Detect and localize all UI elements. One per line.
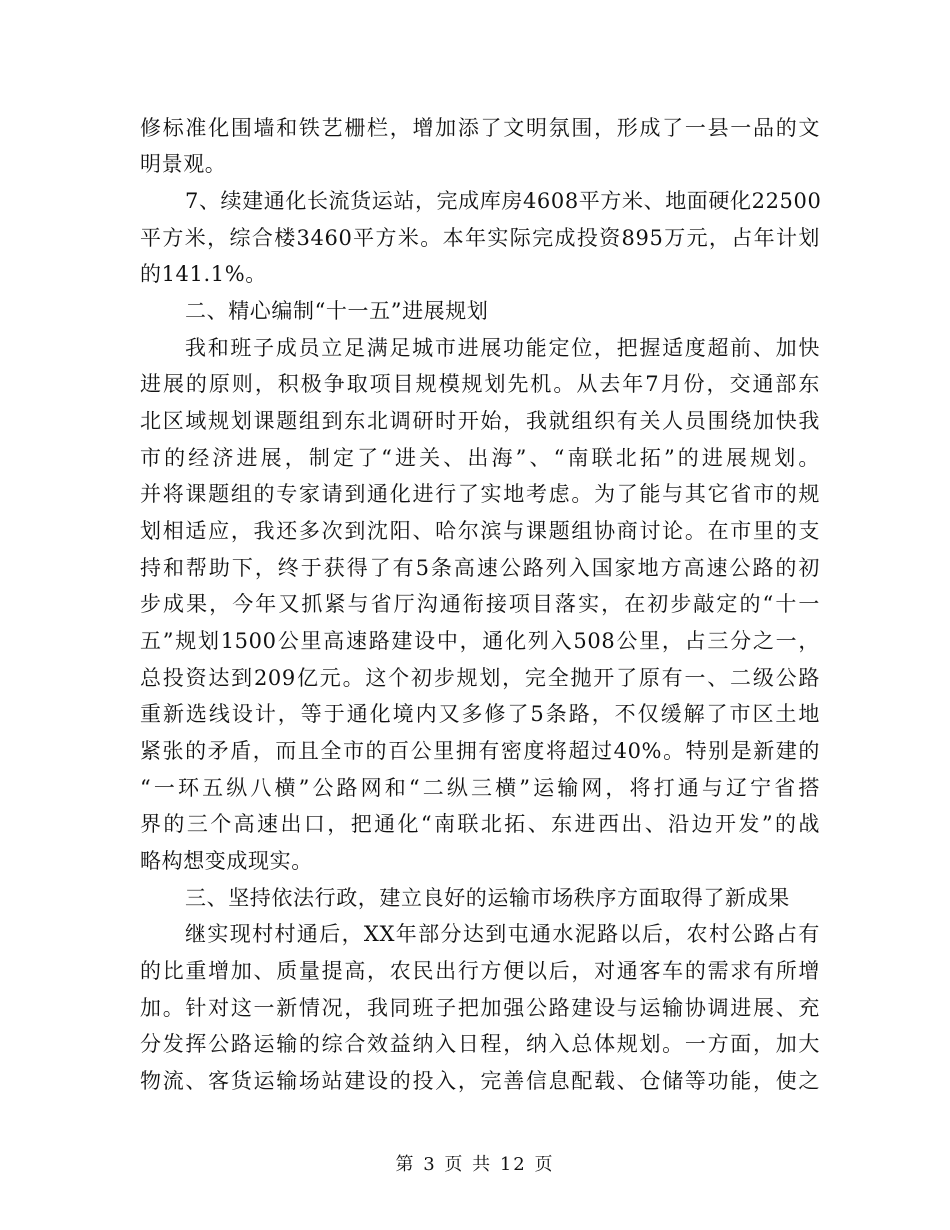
body-text-line: 重新选线设计，等于通化境内又多修了5条路，不仅缓解了市区土地 (140, 702, 820, 726)
body-text-line: 加。针对这一新情况，我同班子把加强公路建设与运输协调进展、充 (140, 996, 820, 1020)
page-footer: 第 3 页 共 12 页 (395, 1154, 555, 1175)
body-text-line: 物流、客货运输场站建设的投入，完善信息配载、仓储等功能，使之 (140, 1069, 820, 1093)
body-text-line: 分发挥公路运输的综合效益纳入日程，纳入总体规划。一方面，加大 (140, 1032, 820, 1056)
section-heading: 三、坚持依法行政，建立良好的运输市场秩序方面取得了新成果 (185, 886, 790, 910)
body-text-line: “一环五纵八横”公路网和“二纵三横”运输网，将打通与辽宁省搭 (140, 776, 820, 800)
body-text-line: 我和班子成员立足满足城市进展功能定位，把握适度超前、加快 (185, 336, 820, 360)
body-text-line: 界的三个高速出口，把通化“南联北拓、东进西出、沿边开发”的战 (140, 812, 820, 836)
body-text-line: 持和帮助下，终于获得了有5条高速公路列入国家地方高速公路的初 (140, 556, 820, 580)
body-text-line: 进展的原则，积极争取项目规模规划先机。从去年7月份，交通部东 (140, 372, 820, 396)
section-heading: 二、精心编制“十一五”进展规划 (185, 299, 489, 323)
body-text-line: 紧张的矛盾，而且全市的百公里拥有密度将超过40%。特别是新建的 (140, 739, 820, 763)
body-text-line: 修标准化围墙和铁艺栅栏，增加添了文明氛围，形成了一县一品的文 (140, 116, 820, 140)
body-text-line: 的141.1%。 (140, 262, 267, 286)
body-text-line: 步成果，今年又抓紧与省厅沟通衔接项目落实，在初步敲定的“十一 (140, 592, 820, 616)
body-text-line: 7、续建通化长流货运站，完成库房4608平方米、地面硬化22500 (185, 189, 822, 213)
body-text-line: 并将课题组的专家请到通化进行了实地考虑。为了能与其它省市的规 (140, 482, 820, 506)
body-text-line: 的比重增加、质量提高，农民出行方便以后，对通客车的需求有所增 (140, 959, 820, 983)
body-text-line: 平方米，综合楼3460平方米。本年实际完成投资895万元，占年计划 (140, 226, 820, 250)
body-text-line: 市的经济进展，制定了“进关、出海”、“南联北拓”的进展规划。 (140, 446, 820, 470)
body-text-line: 总投资达到209亿元。这个初步规划，完全抛开了原有一、二级公路 (140, 666, 820, 690)
body-text-line: 略构想变成现实。 (140, 849, 313, 873)
body-text-line: 继实现村村通后，XX年部分达到屯通水泥路以后，农村公路占有 (185, 922, 820, 946)
body-text-line: 明景观。 (140, 152, 227, 176)
body-text-line: 划相适应，我还多次到沈阳、哈尔滨与课题组协商讨论。在市里的支 (140, 519, 820, 543)
body-text-line: 五”规划1500公里高速路建设中，通化列入508公里，占三分之一， (140, 629, 820, 653)
body-text-line: 北区域规划课题组到东北调研时开始，我就组织有关人员围绕加快我 (140, 409, 820, 433)
